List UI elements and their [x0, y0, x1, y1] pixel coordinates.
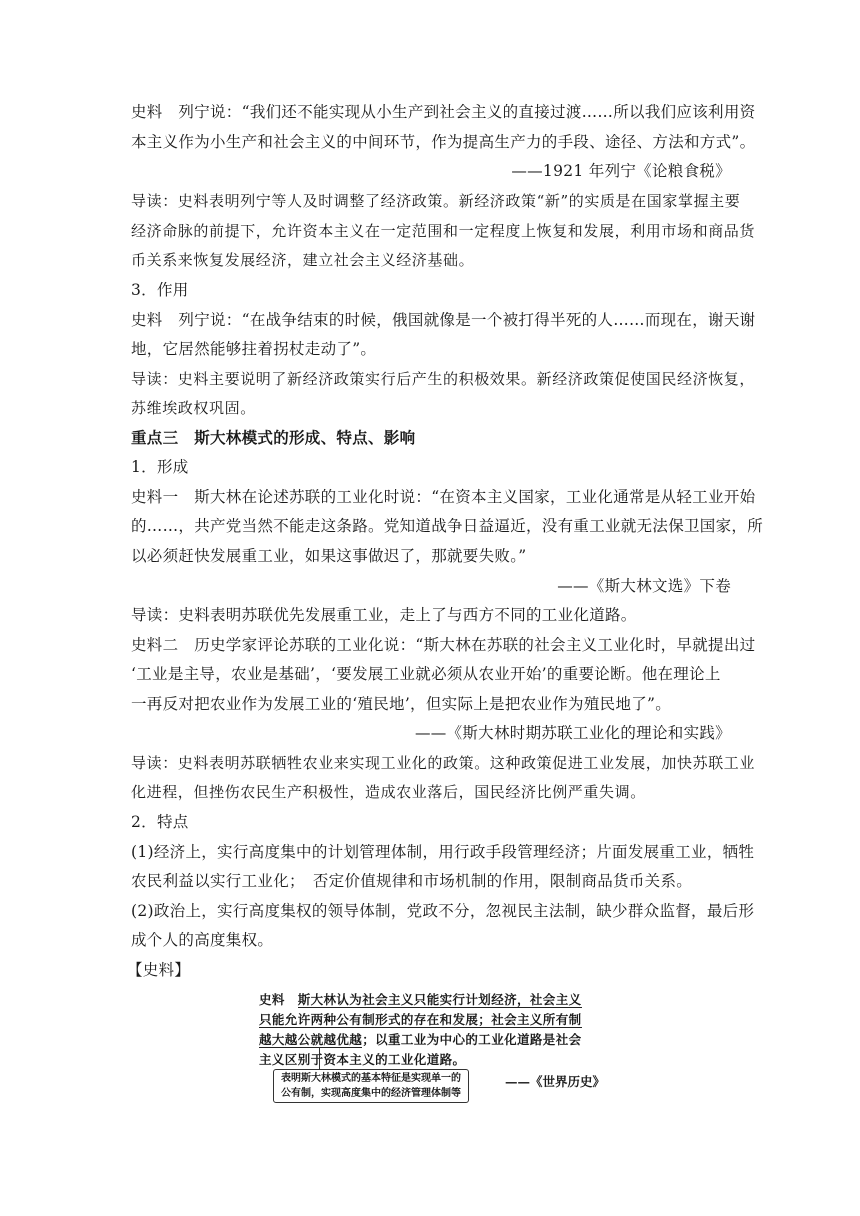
citation: ——1921 年列宁《论粮食税》: [511, 162, 731, 180]
annotation-text: 表明斯大林模式的基本特征是实现单一的: [281, 1073, 461, 1084]
source-excerpt-figure: [259, 990, 605, 1110]
section-heading: 重点三 斯大林模式的形成、特点、影响: [131, 428, 416, 447]
text-line: 农民利益以实行工业化； 否定价值规律和市场机制的作用，限制商品货币关系。: [131, 872, 693, 890]
text-line: 导读：史料主要说明了新经济政策实行后产生的积极效果。新经济政策促使国民经济恢复，: [131, 370, 756, 388]
text-line: 本主义作为小生产和社会主义的中间环节，作为提高生产力的手段、途径、方法和方式”。: [131, 133, 756, 151]
excerpt-text: ；以重工业为中心的工业化道路是社会: [362, 1032, 582, 1047]
subheading: 3．作用: [131, 281, 189, 299]
text-line: 苏维埃政权巩固。: [131, 399, 256, 417]
text-line: 的……，共产党当然不能走这条路。党知道战争日益逼近，没有重工业就无法保卫国家，所: [131, 517, 764, 535]
text-line: 币关系来恢复发展经济，建立社会主义经济基础。: [131, 251, 475, 269]
excerpt-line: [259, 1010, 582, 1030]
excerpt-line: [259, 1030, 582, 1050]
text-line: 史料二 历史学家评论苏联的工业化说：“斯大林在苏联的社会主义工业化时，早就提出过: [131, 636, 756, 654]
citation: ——《斯大林文选》下卷: [557, 577, 731, 595]
text-line: 成个人的高度集权。: [131, 931, 274, 949]
annotation-connector: [319, 1047, 320, 1069]
text-line: 史料 列宁说：“我们还不能实现从小生产到社会主义的直接过渡……所以我们应该利用资: [131, 103, 756, 121]
text-line: 以必须赶快发展重工业，如果这事做迟了，那就要失败。”: [131, 547, 527, 565]
text-line: 地，它居然能够拄着拐杖走动了”。: [131, 340, 377, 358]
excerpt-underlined: 越大越公就越优越: [259, 1032, 363, 1047]
text-line: 史料 列宁说：“在战争结束的时候，俄国就像是一个被打得半死的人……而现在，谢天谢: [131, 311, 756, 329]
text-line: 导读：史料表明苏联优先发展重工业，走上了与西方不同的工业化道路。: [131, 606, 637, 624]
subheading: 1．形成: [131, 458, 189, 476]
text-line: (1)经济上，实行高度集中的计划管理体制，用行政手段管理经济；片面发展重工业，牺牲: [131, 843, 755, 861]
text-line: 史料一 斯大林在论述苏联的工业化时说：“在资本主义国家，工业化通常是从轻工业开始: [131, 488, 756, 506]
annotation-text: 公有制，实现高度集中的经济管理体制等: [281, 1088, 461, 1099]
text-line: 导读：史料表明列宁等人及时调整了经济政策。新经济政策“新”的实质是在国家掌握主要: [131, 192, 741, 210]
text-line: 经济命脉的前提下，允许资本主义在一定范围和一定程度上恢复和发展，利用市场和商品货: [131, 222, 756, 240]
excerpt-line: 主义区别于资本主义的工业化道路。: [259, 1052, 466, 1067]
excerpt-source: ——《世界历史》: [504, 1074, 605, 1089]
excerpt-underlined: 只能允许两种公有制形式的存在和发展；社会主义所有制: [259, 1012, 582, 1027]
text-line: 化进程，但挫伤农民生产积极性，造成农业落后，国民经济比例严重失调。: [131, 783, 646, 801]
text-line: 导读：史料表明苏联牺牲农业来实现工业化的政策。这种政策促进工业发展，加快苏联工业: [131, 754, 756, 772]
text-line: 一再反对把农业作为发展工业的‘殖民地’，但实际上是把农业作为殖民地了”。: [131, 695, 672, 713]
text-line: (2)政治上，实行高度集权的领导体制，党政不分，忽视民主法制，缺少群众监督，最后形: [131, 902, 755, 920]
excerpt-line: [259, 990, 582, 1010]
citation: ——《斯大林时期苏联工业化的理论和实践》: [414, 724, 731, 742]
annotation-note: [273, 1069, 469, 1103]
bracket-heading: 【史料】: [127, 961, 191, 979]
subheading: 2．特点: [131, 813, 189, 831]
excerpt-underlined: 斯大林认为社会主义只能实行计划经济，社会主义: [297, 992, 582, 1007]
excerpt-label: 史料: [259, 992, 298, 1007]
text-line: ‘工业是主导，农业是基础’，‘要发展工业就必须从农业开始’的重要论断。他在理论上: [131, 665, 721, 683]
